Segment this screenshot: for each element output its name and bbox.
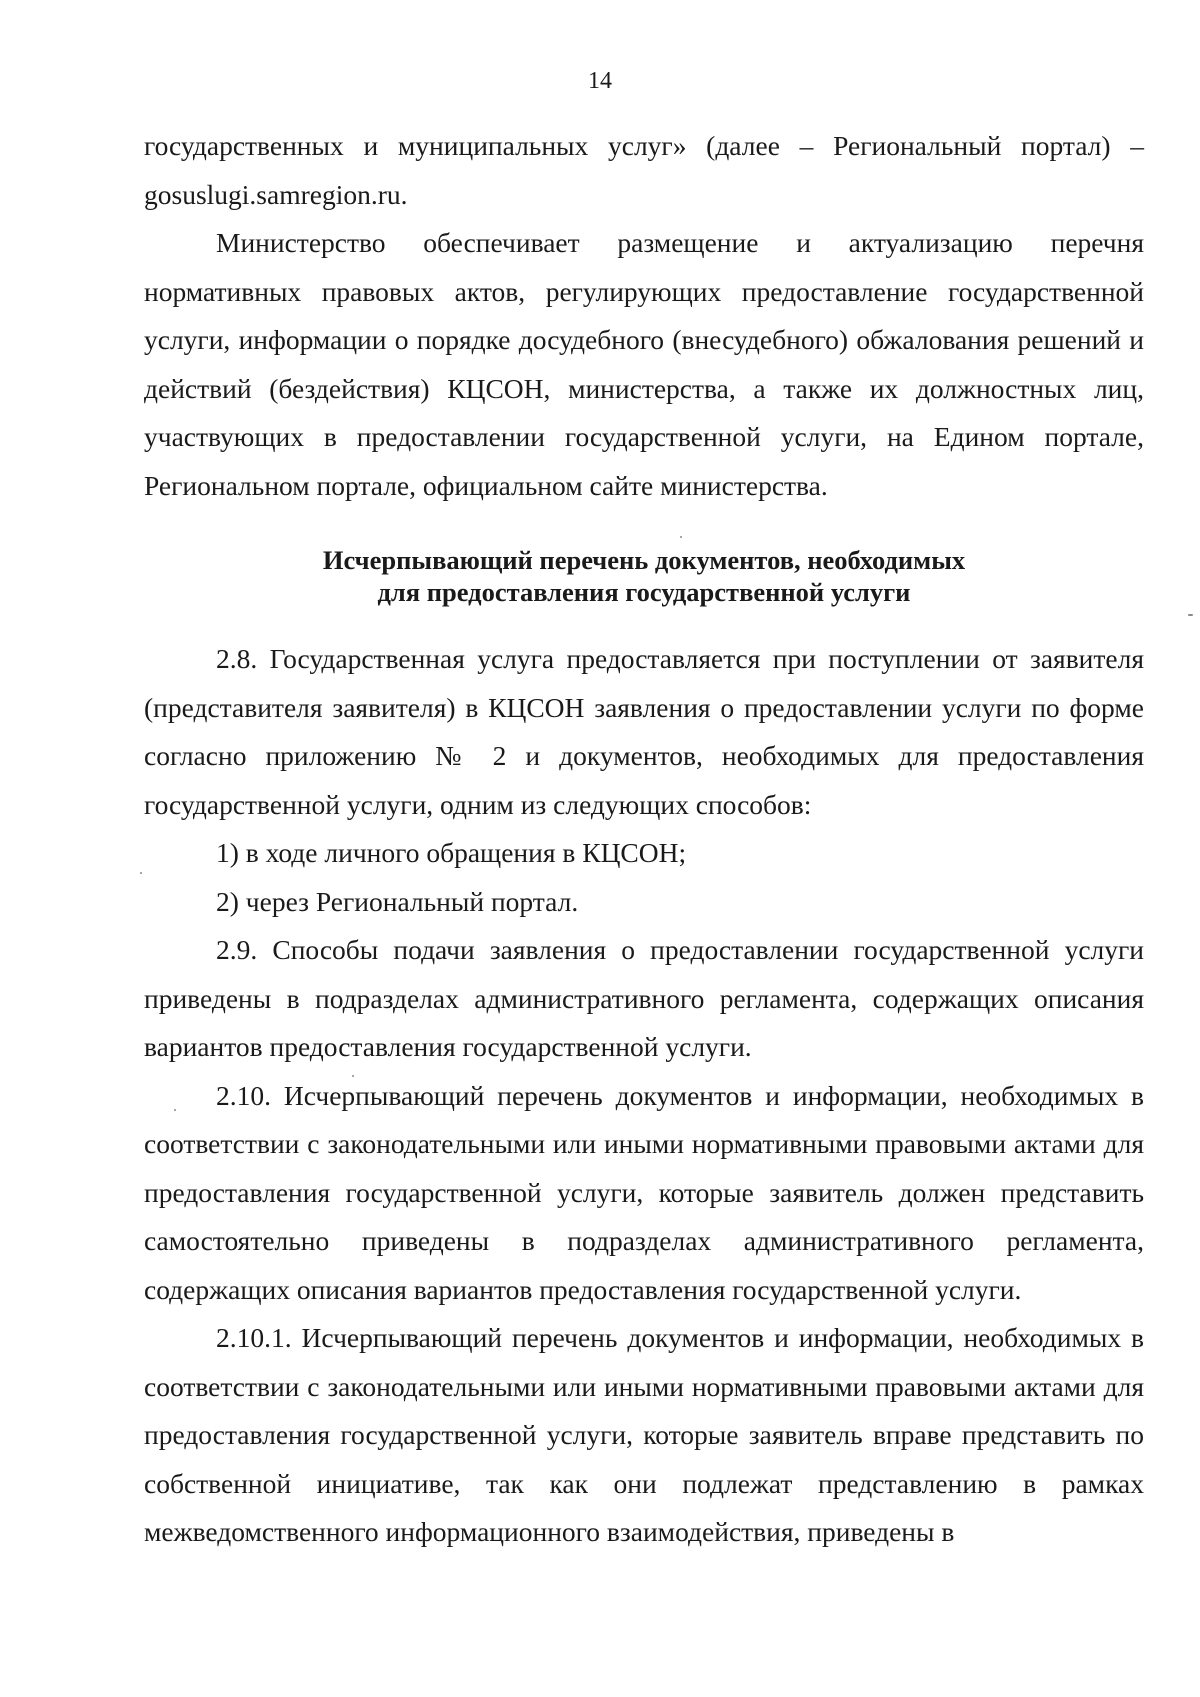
scan-speck <box>174 1109 176 1111</box>
scan-speck <box>352 1075 354 1077</box>
scan-speck <box>1188 614 1193 616</box>
section-heading-line-1: Исчерпывающий перечень документов, необходимых <box>322 545 966 575</box>
scan-speck <box>140 872 142 874</box>
scan-speck <box>680 536 682 538</box>
document-body <box>144 122 1144 1557</box>
paragraph-2-9: 2.9. Способы подачи заявления о предоставлении государственной услуги приведены в подразделах административного регламента, содержащих описания вариантов предоставления государственной услуги. <box>144 934 1144 1062</box>
section-heading <box>144 510 1144 635</box>
list-item-2: 2) через Региональный портал. <box>216 885 579 917</box>
paragraph-continuation: государственных и муниципальных услуг» (далее – Региональный портал) – gosuslugi.samregion.ru. <box>144 130 1144 210</box>
page-number: 14 <box>588 68 612 94</box>
section-heading-line-2: для предоставления государственной услуги <box>377 577 911 607</box>
paragraph-ministry: Министерство обеспечивает размещение и актуализацию перечня нормативных правовых актов, регулирующих предоставление государственной услуги, информации о порядке досудебного (внесудебного) обжалования решений и действий (бездействия) КЦСОН, министерства, а также их должностных лиц, участвующих в предоставлении государственной услуги, на Едином портале, Региональном портале, официальном сайте министерства. <box>144 227 1144 501</box>
paragraph-2-10: 2.10. Исчерпывающий перечень документов и информации, необходимых в соответствии с законодательными или иными нормативными правовыми актами для предоставления государственной услуги, которые заявитель должен представить самостоятельно приведены в подразделах административного регламента, содержащих описания вариантов предоставления государственной услуги. <box>144 1079 1144 1305</box>
list-item-1: 1) в ходе личного обращения в КЦСОН; <box>216 837 687 868</box>
paragraph-2-10-1: 2.10.1. Исчерпывающий перечень документов и информации, необходимых в соответствии с законодательными или иными нормативными правовыми актами для предоставления государственной услуги, которые заявитель вправе представить по собственной инициативе, так как они подлежат представлению в рамках межведомственного информационного взаимодействия, приведены в <box>144 1322 1144 1547</box>
paragraph-2-8: 2.8. Государственная услуга предоставляется при поступлении от заявителя (представителя заявителя) в КЦСОН заявления о предоставлении услуги по форме согласно приложению № 2 и документов, необходимых для предоставления государственной услуги, одним из следующих способов: <box>144 643 1144 820</box>
